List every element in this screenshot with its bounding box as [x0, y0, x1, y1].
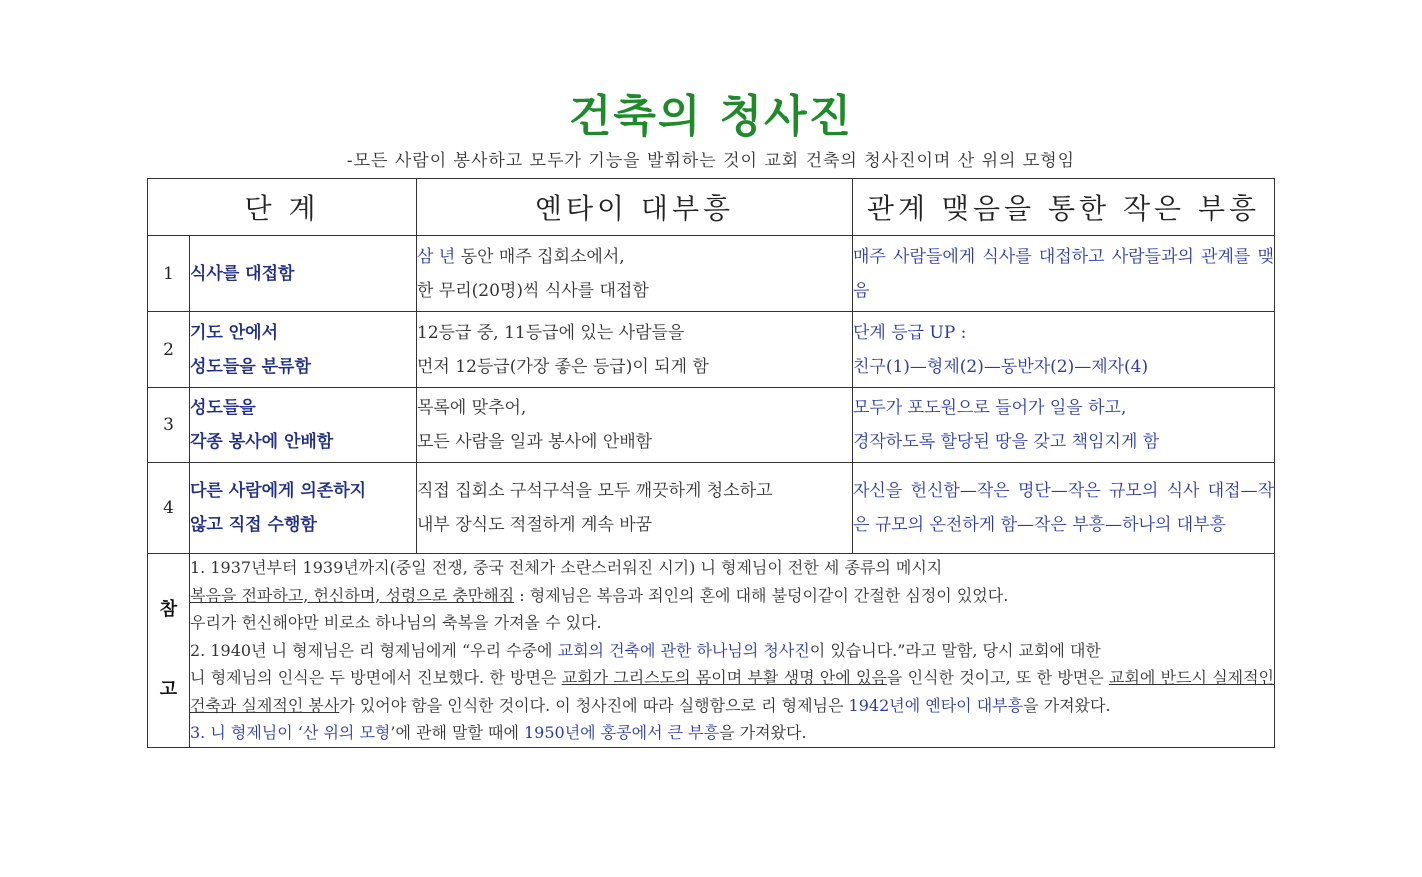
yantai-line: 직접 집회소 구석구석을 모두 깨끗하게 청소하고 — [417, 481, 773, 501]
row-number: 4 — [148, 463, 190, 554]
highlight-text: 1950년에 홍콩에서 큰 부흥 — [523, 723, 720, 742]
note-text: 2. 1940년 니 형제님은 리 형제님에게 “우리 수중에 — [190, 640, 558, 660]
small-revival-line: 모두가 포도원으로 들어가 일을 하고, — [853, 398, 1127, 418]
header-stage: 단 계 — [148, 179, 417, 236]
highlight-text: 교회의 건축에 관한 하나님의 청사진 — [557, 640, 810, 660]
underlined-text: 교회에 반드시 실제적인 건축과 실제적인 봉사 — [190, 668, 1275, 715]
small-revival-cell — [853, 388, 1275, 463]
page-subtitle: -모든 사람이 봉사하고 모두가 기능을 발휘하는 것이 교회 건축의 청사진이며 산 위의 모형임 — [346, 151, 1076, 171]
note-text: 가 있어야 함을 인식한 것이다. 이 청사진에 따라 실행함으로 리 형제님은 — [339, 695, 849, 715]
yantai-line: 12등급 중, 11등급에 있는 사람들을 — [417, 322, 685, 343]
stage-cell — [190, 388, 417, 463]
yantai-line: 모든 사람을 일과 봉사에 안배함 — [417, 432, 653, 452]
yantai-text: 동안 매주 집회소에서, — [455, 246, 625, 267]
note-line — [190, 719, 1274, 747]
yantai-line — [417, 240, 852, 274]
blueprint-table — [147, 178, 1275, 748]
highlight-text: 삼 년 — [417, 246, 456, 267]
notes-label-bottom: 고 — [159, 679, 178, 701]
highlight-text: ‘산 위의 모형 — [297, 723, 391, 742]
note-text: : 형제님은 복음과 죄인의 혼에 대해 불덩이같이 간절한 심정이 있었다. — [514, 585, 1009, 605]
highlight-text: 1942년에 옌타이 대부흥 — [848, 695, 1024, 715]
note-text: 을 인식한 것이고, 또 한 방면은 — [886, 668, 1109, 687]
note-text: 을 가져왔다. — [719, 723, 807, 742]
small-revival-line: 경작하도록 할당된 땅을 갖고 책임지게 함 — [853, 432, 1160, 452]
stage-line: 각종 봉사에 안배함 — [190, 432, 334, 452]
stage-line: 성도들을 분류함 — [190, 356, 311, 377]
table-row — [148, 463, 1275, 554]
small-revival-cell: 자신을 헌신함—작은 명단—작은 규모의 식사 대접—작은 규모의 온전하게 함—작은 부흥—하나의 대부흥 — [853, 463, 1275, 554]
table-row — [148, 388, 1275, 463]
row-number: 1 — [148, 236, 190, 312]
stage-cell — [190, 312, 417, 388]
table-row — [148, 312, 1275, 388]
row-number: 2 — [148, 312, 190, 388]
yantai-line: 먼저 12등급(가장 좋은 등급)이 되게 함 — [417, 356, 709, 377]
small-revival-cell — [853, 312, 1275, 388]
yantai-line: 내부 장식도 적절하게 계속 바꿈 — [417, 515, 653, 535]
small-revival-line: 친구(1)—형제(2)—동반자(2)—제자(4) — [853, 356, 1149, 377]
note-text: 니 형제님의 인식은 두 방면에서 진보했다. 한 방면은 — [190, 668, 562, 687]
stage-line: 식사를 대접함 — [190, 263, 295, 284]
header-row — [148, 179, 1275, 236]
row-number: 3 — [148, 388, 190, 463]
notes-label-top: 참 — [159, 599, 178, 621]
yantai-cell — [417, 388, 853, 463]
note-line: 우리가 헌신해야만 비로소 하나님의 축복을 가져올 수 있다. — [190, 613, 602, 632]
header-yantai: 옌타이 대부흥 — [417, 179, 853, 236]
small-revival-line: 단계 등급 UP : — [853, 322, 967, 343]
table-row — [148, 236, 1275, 312]
note-line: 1. 1937년부터 1939년까지(중일 전쟁, 중국 전체가 소란스러워진 시기) 니 형제님이 전한 세 종류의 메시지 — [190, 558, 943, 577]
underlined-text: 교회가 그리스도의 몸이며 부활 생명 안에 있음 — [561, 668, 887, 687]
note-line — [190, 582, 1274, 610]
stage-line: 않고 직접 수행함 — [190, 515, 317, 535]
stage-line: 기도 안에서 — [190, 322, 279, 343]
note-text: ’에 관해 말할 때에 — [390, 723, 524, 742]
notes-label — [148, 554, 190, 748]
yantai-cell — [417, 312, 853, 388]
note-text: 이 있습니다.”라고 말함, 당시 교회에 대한 — [809, 640, 1101, 660]
header-small-revival: 관계 맺음을 통한 작은 부흥 — [853, 179, 1275, 236]
yantai-cell — [417, 236, 853, 312]
note-paragraph — [190, 664, 1274, 719]
highlight-text: 3. 니 형제님이 — [190, 723, 298, 742]
notes-row — [148, 554, 1275, 748]
page-title: 건축의 청사진 — [568, 91, 854, 142]
stage-cell — [190, 463, 417, 554]
underlined-text: 복음을 전파하고, 헌신하며, 성령으로 충만해짐 — [190, 585, 515, 605]
notes-cell — [190, 554, 1275, 748]
stage-line: 성도들을 — [190, 398, 256, 418]
stage-line: 다른 사람에게 의존하지 — [190, 481, 367, 501]
yantai-line: 목록에 맞추어, — [417, 398, 527, 418]
yantai-cell — [417, 463, 853, 554]
yantai-line: 한 무리(20명)씩 식사를 대접함 — [417, 280, 649, 301]
stage-cell — [190, 236, 417, 312]
note-line — [190, 637, 1274, 665]
note-text: 을 가져왔다. — [1023, 695, 1111, 715]
small-revival-cell: 매주 사람들에게 식사를 대접하고 사람들과의 관계를 맺음 — [853, 236, 1275, 312]
